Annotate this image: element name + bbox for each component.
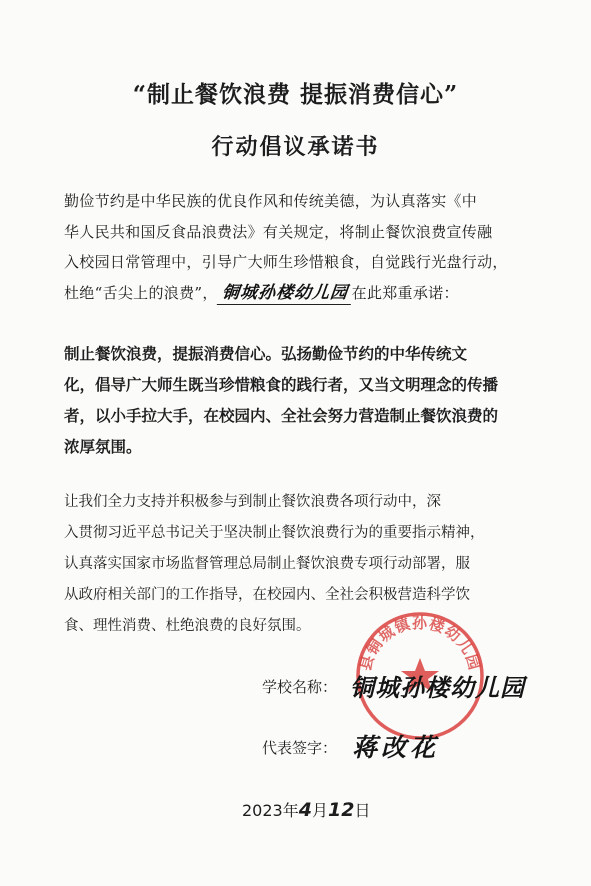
paragraph-line: 化，倡导广大师生既当珍惜粮食的践行者，又当文明理念的传播	[64, 376, 499, 394]
handwritten-school-name-inline: 铜城孙楼幼儿园	[216, 282, 352, 305]
date-day-unit: 日	[354, 801, 371, 820]
document-title: “制止餐饮浪费 提振消费信心”	[132, 81, 459, 108]
paragraph-line: 勤俭节约是中华民族的优良作风和传统美德，为认真落实《中	[64, 192, 478, 210]
handwritten-representative-signature: 蒋改花	[352, 733, 440, 762]
paragraph-pledge	[64, 339, 526, 463]
handwritten-school-name: 铜城孙楼幼儿园	[350, 674, 525, 702]
paragraph-line: 华人民共和国反食品浪费法》有关规定，将制止餐饮浪费宣传融	[64, 222, 493, 241]
date-day: 12	[327, 799, 355, 821]
paragraph-intro	[64, 186, 526, 308]
paragraph-line-last	[64, 278, 526, 309]
paragraph-line: 食、理性消费、杜绝浪费的良好氛围。	[64, 618, 311, 634]
date-month: 4	[298, 799, 312, 821]
document-date	[242, 798, 370, 821]
paragraph-line: 从政府相关部门的工作指导，在校园内、全社会积极营造科学饮	[64, 587, 470, 603]
school-name-label: 学校名称：	[262, 678, 338, 696]
paragraph-line-suffix: 在此郑重承诺：	[351, 283, 459, 302]
paragraph-line: 入校园日常管理中，引导广大师生珍惜粮食，自觉践行光盘行动，	[64, 253, 508, 271]
paragraph-line: 浓厚氛围。	[64, 438, 142, 456]
date-year: 2023	[242, 801, 283, 820]
representative-label: 代表签字：	[262, 739, 338, 757]
paragraph-line-prefix: 杜绝“舌尖上的浪费”，	[64, 283, 218, 302]
paragraph-line: 让我们全力支持并积极参与到制止餐饮浪费各项行动中，深	[64, 494, 441, 510]
date-year-unit: 年	[282, 801, 299, 820]
document-subtitle: 行动倡议承诺书	[211, 134, 380, 160]
paragraph-line: 制止餐饮浪费，提振消费信心。弘扬勤俭节约的中华传统文	[64, 345, 468, 363]
paragraph-line: 入贯彻习近平总书记关于坚决制止餐饮浪费行为的重要指示精神，	[64, 525, 485, 541]
paragraph-line: 认真落实国家市场监督管理总局制止餐饮浪费专项行动部署，服	[64, 556, 470, 572]
seal-text: 县铜城镇孙楼幼儿园	[356, 614, 484, 673]
paragraph-line: 者，以小手拉大手，在校园内、全社会努力营造制止餐饮浪费的	[64, 407, 499, 425]
date-month-unit: 月	[311, 801, 328, 820]
